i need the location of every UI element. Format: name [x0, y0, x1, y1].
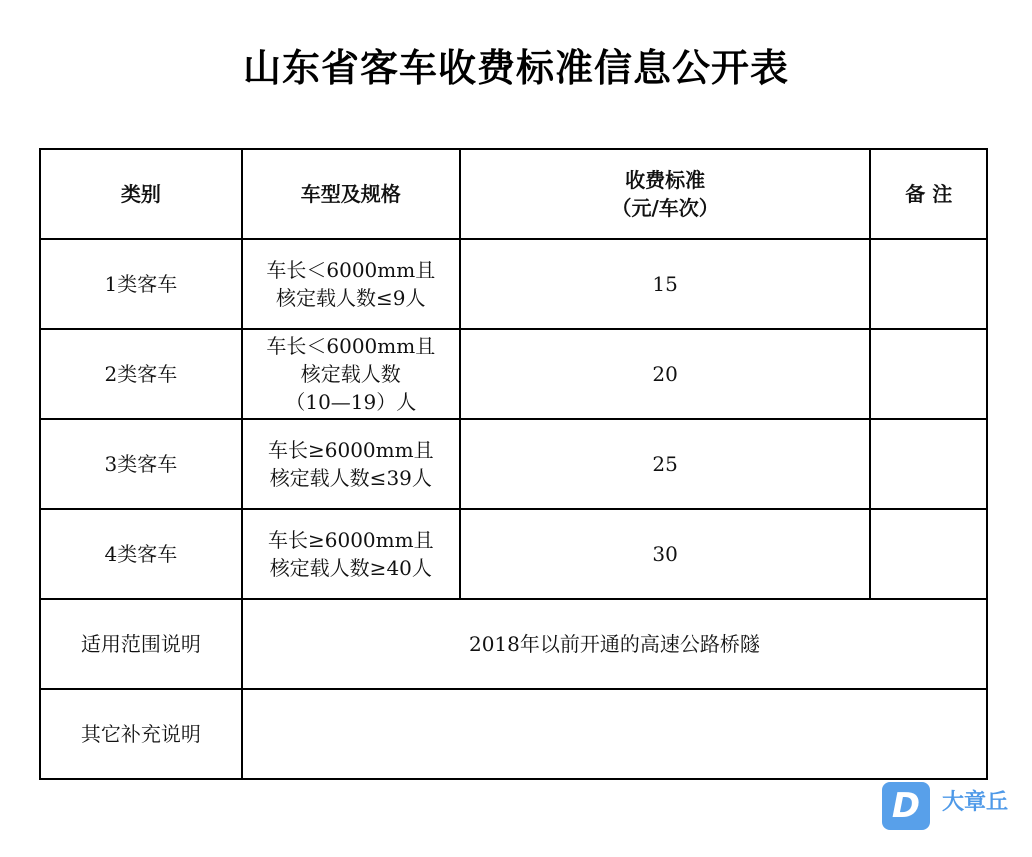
watermark-logo: [882, 782, 1022, 832]
supplement-label: 其它补充说明: [40, 689, 242, 779]
row-category: 4类客车: [40, 509, 242, 599]
watermark-text: 大章丘: [942, 790, 1009, 815]
row-note: [870, 239, 987, 329]
page-title: 山东省客车收费标准信息公开表: [242, 45, 789, 90]
spec-line: 车长＜6000mm且: [266, 258, 436, 282]
row-fee: 25: [460, 419, 871, 509]
row-spec: [242, 239, 460, 329]
spec-line: （10—19）人: [285, 390, 417, 414]
header-category: 类别: [40, 149, 242, 239]
spec-line: 核定载人数≤39人: [269, 466, 432, 490]
fee-table: [39, 148, 988, 780]
row-fee: 30: [460, 509, 871, 599]
spec-line: 核定载人数≥40人: [269, 556, 432, 580]
row-fee: 20: [460, 329, 871, 419]
spec-line: 核定载人数: [300, 362, 401, 386]
watermark-badge-letter: D: [891, 786, 921, 826]
table-row: [40, 419, 987, 509]
spec-line: 核定载人数≤9人: [276, 286, 426, 310]
row-spec: [242, 329, 460, 419]
header-spec: 车型及规格: [242, 149, 460, 239]
row-category: 3类客车: [40, 419, 242, 509]
row-category: 1类客车: [40, 239, 242, 329]
header-row: [40, 149, 987, 239]
row-category: 2类客车: [40, 329, 242, 419]
scope-value: 2018年以前开通的高速公路桥隧: [242, 599, 987, 689]
row-spec: [242, 419, 460, 509]
row-note: [870, 419, 987, 509]
spec-line: 车长＜6000mm且: [266, 334, 436, 358]
spec-line: 车长≥6000mm且: [268, 528, 434, 552]
supplement-row: [40, 689, 987, 779]
table-row: [40, 509, 987, 599]
row-note: [870, 509, 987, 599]
header-fee-line1: 收费标准: [625, 168, 706, 192]
supplement-value: [242, 689, 987, 779]
table-row: [40, 329, 987, 419]
header-note: 备 注: [870, 149, 987, 239]
row-note: [870, 329, 987, 419]
scope-label: 适用范围说明: [40, 599, 242, 689]
header-fee: [460, 149, 871, 239]
table-row: [40, 239, 987, 329]
spec-line: 车长≥6000mm且: [268, 438, 434, 462]
row-spec: [242, 509, 460, 599]
scope-row: [40, 599, 987, 689]
header-fee-line2: （元/车次）: [611, 196, 719, 220]
row-fee: 15: [460, 239, 871, 329]
